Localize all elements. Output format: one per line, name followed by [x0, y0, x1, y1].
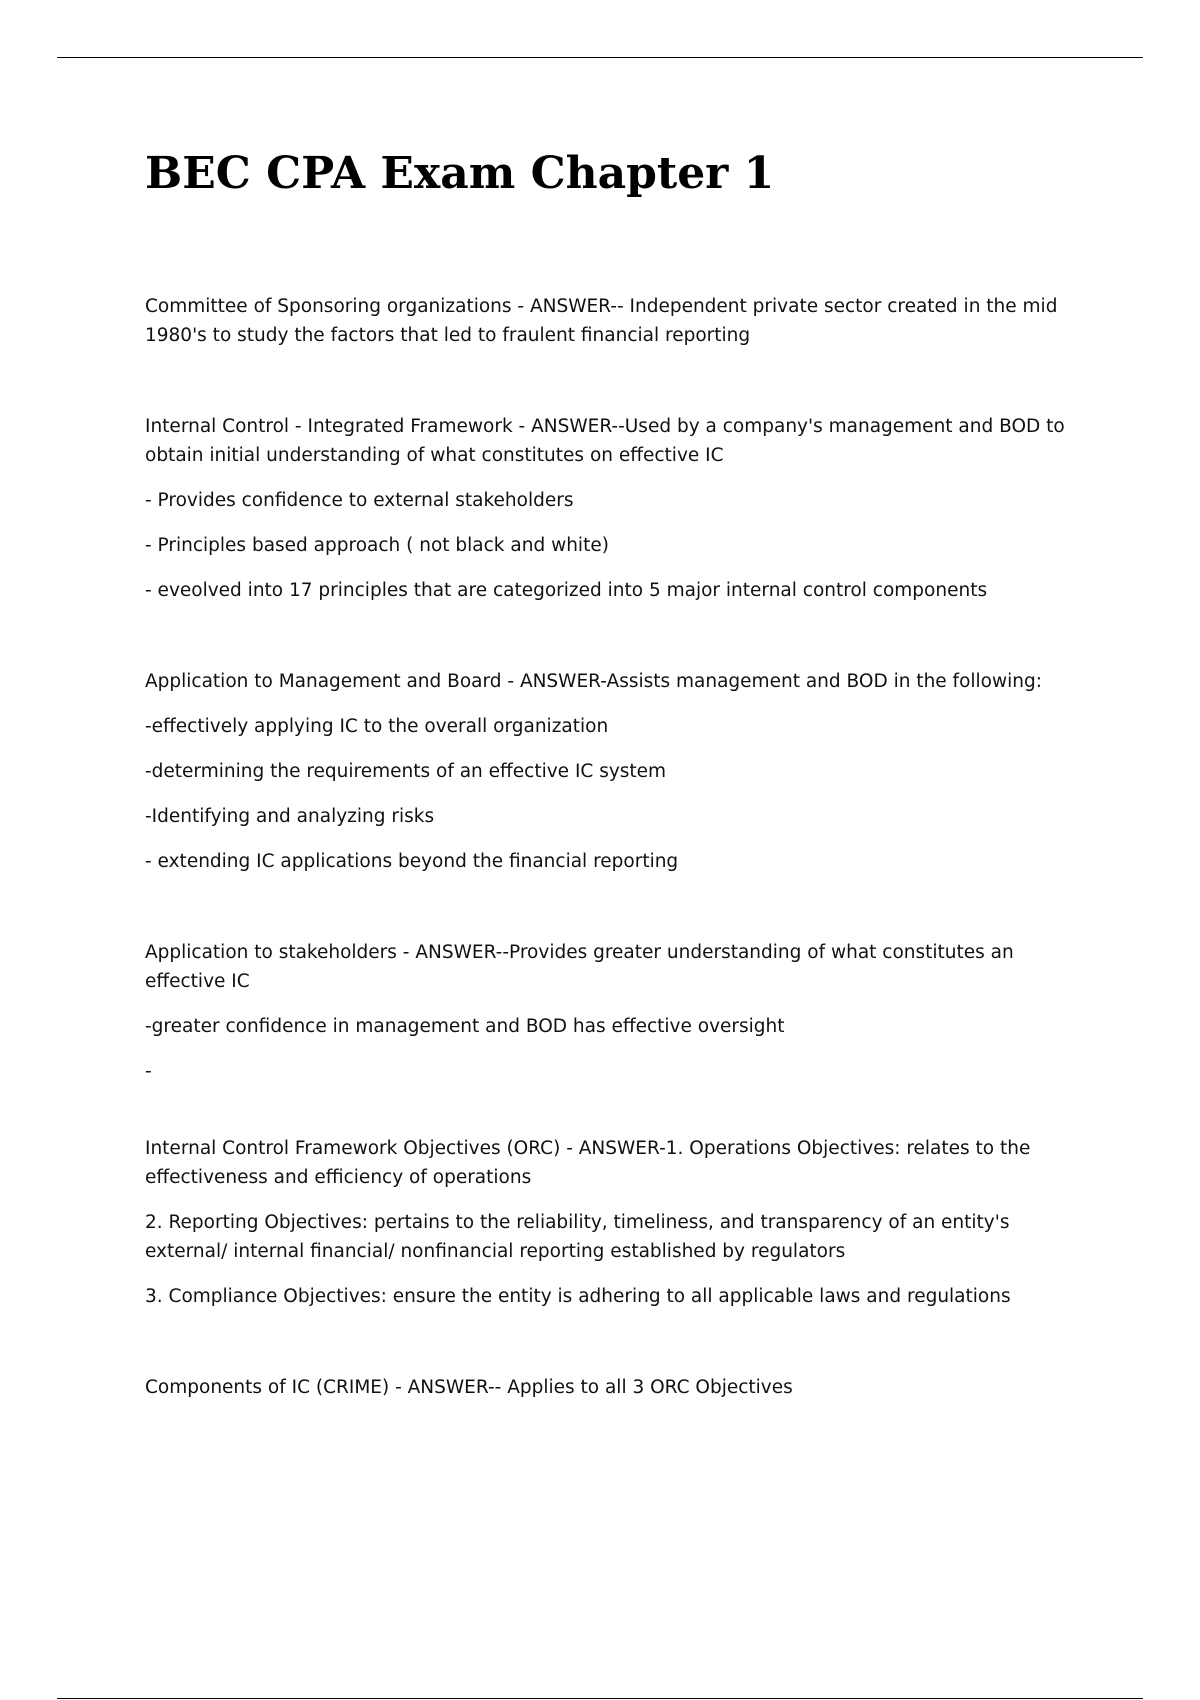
- entry-paragraph: Application to Management and Board - ANSWER-Assists management and BOD in the following:: [145, 671, 1042, 692]
- qa-entry-objectives-orc: [145, 1134, 1075, 1311]
- qa-entry-stakeholders: [145, 938, 1075, 1086]
- entry-paragraph: Components of IC (CRIME) - ANSWER-- Applies to all 3 ORC Objectives: [145, 1377, 793, 1398]
- entry-bullet: 2. Reporting Objectives: pertains to the reliability, timeliness, and transparency of an entity's external/ internal financial/ nonfinancial reporting established by regulators: [145, 1212, 1010, 1262]
- entry-paragraph: Application to stakeholders - ANSWER--Provides greater understanding of what constitutes an effective IC: [145, 942, 1014, 992]
- entry-bullet: -greater confidence in management and BOD has effective oversight: [145, 1016, 785, 1037]
- qa-entry-management-board: [145, 667, 1075, 876]
- entry-bullet: - eveolved into 17 principles that are categorized into 5 major internal control components: [145, 580, 988, 601]
- entry-bullet: -effectively applying IC to the overall organization: [145, 716, 609, 737]
- entry-bullet: - Principles based approach ( not black and white): [145, 535, 609, 556]
- entry-bullet: - extending IC applications beyond the financial reporting: [145, 851, 679, 872]
- document-body: [145, 292, 1075, 1464]
- entry-bullet: -: [145, 1061, 152, 1082]
- entry-paragraph: Committee of Sponsoring organizations - ANSWER-- Independent private sector created in the mid 1980's to study the factors that led to fraulent financial reporting: [145, 296, 1058, 346]
- qa-entry-components-crime: [145, 1373, 1075, 1402]
- entry-bullet: - Provides confidence to external stakeholders: [145, 490, 574, 511]
- top-divider: [57, 57, 1143, 58]
- entry-paragraph: Internal Control Framework Objectives (ORC) - ANSWER-1. Operations Objectives: relates to the effectiveness and efficiency of operations: [145, 1138, 1031, 1188]
- entry-bullet: -determining the requirements of an effective IC system: [145, 761, 667, 782]
- qa-entry-integrated-framework: [145, 412, 1075, 605]
- bottom-divider: [57, 1698, 1143, 1699]
- page-title: BEC CPA Exam Chapter 1: [145, 148, 775, 199]
- entry-paragraph: Internal Control - Integrated Framework - ANSWER--Used by a company's management and BOD to obtain initial understanding of what constitutes on effective IC: [145, 416, 1065, 466]
- entry-bullet: 3. Compliance Objectives: ensure the entity is adhering to all applicable laws and regulations: [145, 1286, 1011, 1307]
- qa-entry-cosos: [145, 292, 1075, 350]
- entry-bullet: -Identifying and analyzing risks: [145, 806, 435, 827]
